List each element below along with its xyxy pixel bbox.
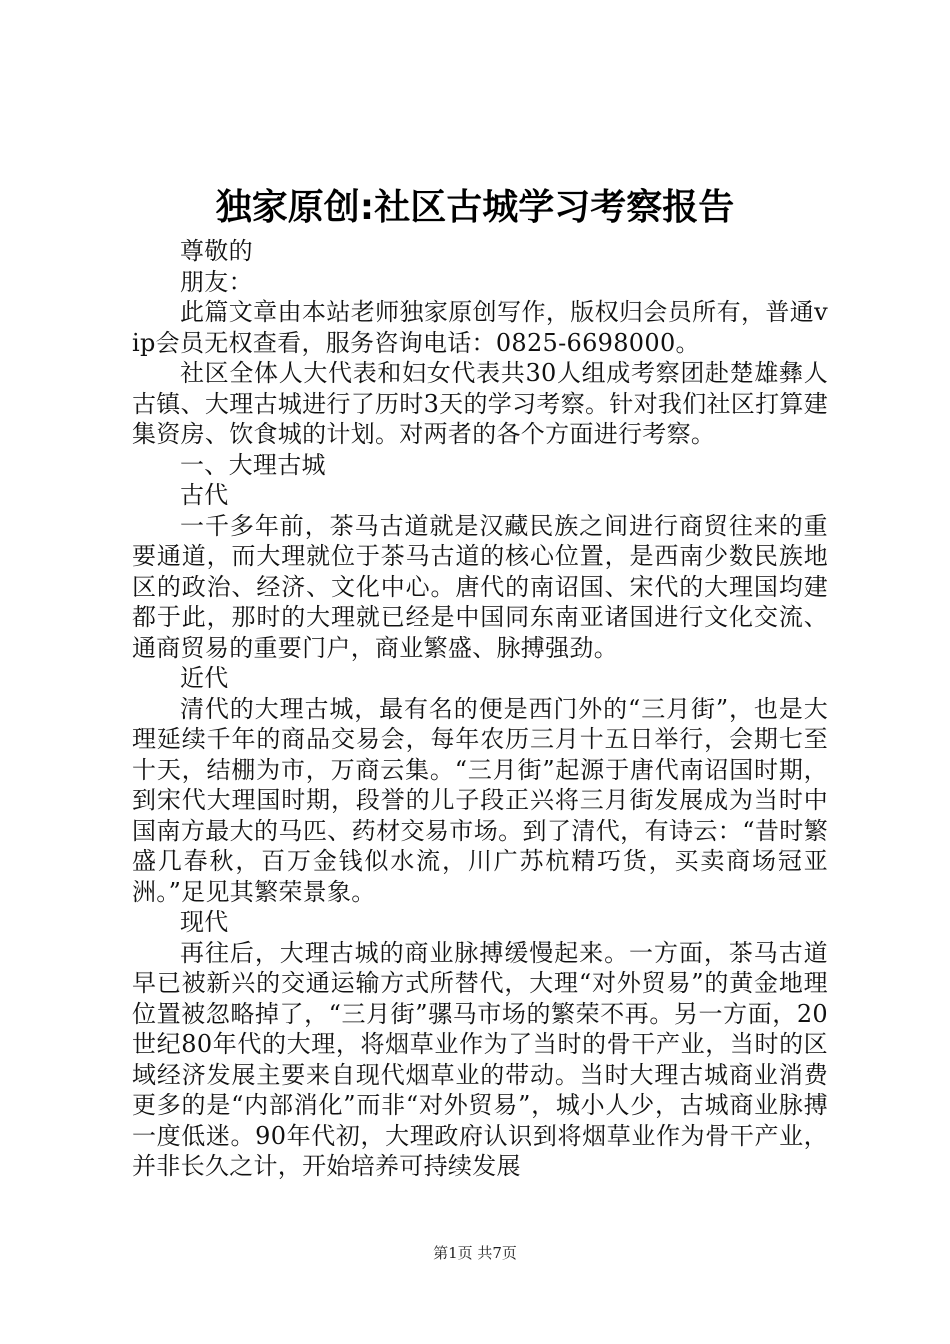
modern-era-paragraph: 清代的大理古城，最有名的便是西门外的“三月街”，也是大理延续千年的商品交易会，每年农历三月十五日举行，会期七至十天，结棚为市，万商云集。“三月街”起源于唐代南诏国时期，到宋代大理国时期，段誉的儿子段正兴将三月街发展成为当时中国南方最大的马匹、药材交易市场。到了清代，有诗云：“昔时繁盛几春秋，百万金钱似水流，川广苏杭精巧货，买卖商场冠亚洲。”足见其繁荣景象。 xyxy=(132,694,828,906)
intro-paragraph: 社区全体人大代表和妇女代表共30人组成考察团赴楚雄彝人古镇、大理古城进行了历时3天的学习考察。针对我们社区打算建集资房、饮食城的计划。对两者的各个方面进行考察。 xyxy=(132,359,828,448)
subheading-ancient: 古代 xyxy=(180,481,229,509)
copyright-notice-paragraph: 此篇文章由本站老师独家原创写作，版权归会员所有，普通vip会员无权查看，服务咨询电话：0825-6698000。 xyxy=(132,298,828,357)
document-title: 独家原创:社区古城学习考察报告 xyxy=(215,187,735,228)
document-body xyxy=(132,236,828,1182)
salutation-line-2: 朋友： xyxy=(180,267,253,296)
section-heading-dali: 一、大理古城 xyxy=(180,450,326,479)
salutation-line-1: 尊敬的 xyxy=(180,237,253,265)
subheading-modern-era: 近代 xyxy=(180,664,229,692)
page-number-footer: 第1页 共7页 xyxy=(433,1244,517,1262)
ancient-paragraph: 一千多年前，茶马古道就是汉藏民族之间进行商贸往来的重要通道，而大理就位于茶马古道的核心位置，是西南少数民族地区的政治、经济、文化中心。唐代的南诏国、宋代的大理国均建都于此，那时的大理就已经是中国同东南亚诸国进行文化交流、通商贸易的重要门户，商业繁盛、脉搏强劲。 xyxy=(132,511,828,662)
subheading-contemporary: 现代 xyxy=(180,908,229,936)
contemporary-paragraph: 再往后，大理古城的商业脉搏缓慢起来。一方面，茶马古道早已被新兴的交通运输方式所替代，大理“对外贸易”的黄金地理位置被忽略掉了，“三月街”骡马市场的繁荣不再。另一方面，20世纪80年代的大理，将烟草业作为了当时的骨干产业，当时的区域经济发展主要来自现代烟草业的带动。当时大理古城商业消费更多的是“内部消化”而非“对外贸易”，城小人少，古城商业脉搏一度低迷。90年代初，大理政府认识到将烟草业作为骨干产业，并非长久之计，开始培养可持续发展 xyxy=(132,938,828,1180)
